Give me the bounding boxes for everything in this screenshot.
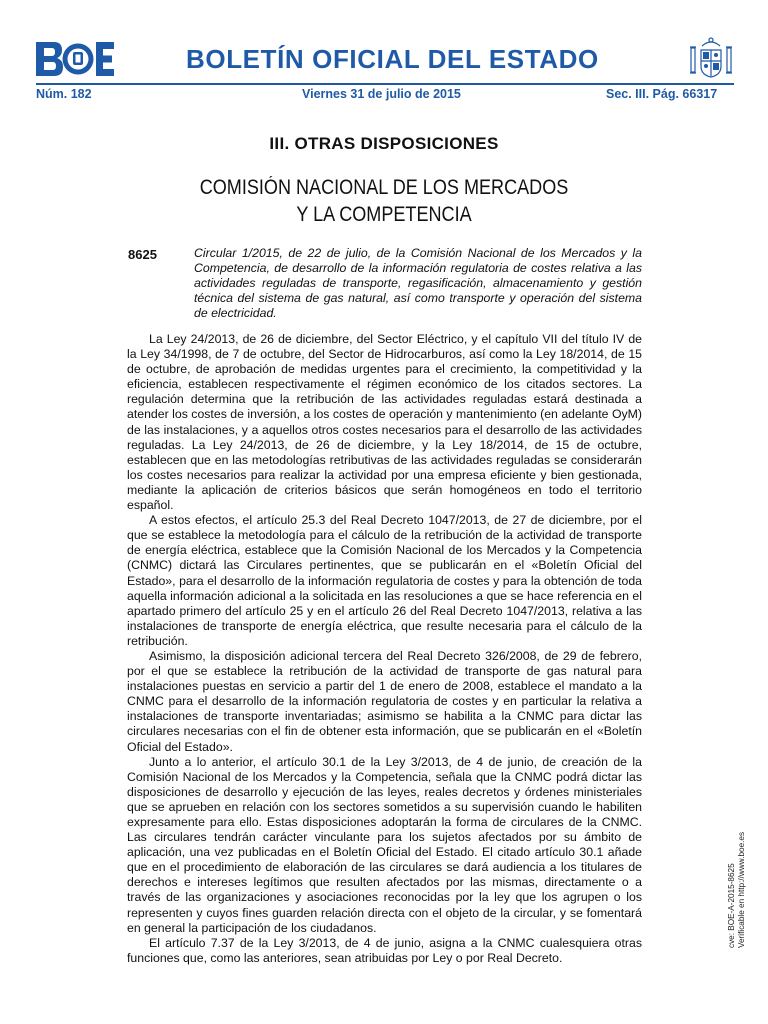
paragraph: El artículo 7.37 de la Ley 3/2013, de 4 de junio, asigna a la CNMC cualesquiera otras funciones que, como las anteriores, sean atribuidas por Ley o por Real Decreto.	[127, 935, 642, 965]
section-title: III. OTRAS DISPOSICIONES	[269, 134, 499, 153]
disposition-summary: Circular 1/2015, de 22 de julio, de la Comisión Nacional de los Mercados y la Competencia, de desarrollo de la información regulatoria de costes relativa a las actividades reguladas de transporte, regasificación, almacenamiento y gestión técnica del sistema de gas natural, así como transporte y operación del sistema de electricidad.	[194, 246, 642, 320]
gazette-title: BOLETÍN OFICIAL DEL ESTADO	[186, 44, 599, 74]
header-rule	[36, 83, 734, 85]
paragraph: A estos efectos, el artículo 25.3 del Real Decreto 1047/2013, de 27 de diciembre, por el que se establece la metodología para el cálculo de la retribución de la actividad de transporte de energía eléctrica, establece que la Comisión Nacional de los Mercados y la Competencia (CNMC) dictará las Circulares pertinentes, que se publicarán en el «Boletín Oficial del Estado», para el desarrollo de la información regulatoria de costes y para la obtención de toda aquella información adicional a la solicitada en las resoluciones a que se hace referencia en el apartado primero del artículo 25 y en el artículo 26 del Real Decreto 1047/2013, relativa a las instalaciones de transporte de energía eléctrica, que resulte necesaria para el cálculo de la retribución.	[127, 513, 642, 648]
body-text	[127, 332, 642, 966]
paragraph: Junto a lo anterior, el artículo 30.1 de la Ley 3/2013, de 4 de junio, de creación de la Comisión Nacional de los Mercados y la Competencia, señala que la CNMC podrá dictar las disposiciones de desarrollo y ejecución de las leyes, reales decretos y órdenes ministeriales que se aprueben en relación con los sectores sometidos a su supervisión cuando le habiliten expresamente para ello. Estas disposiciones adoptarán la forma de circulares de la CNMC. Las circulares tendrán carácter vinculante para los sujetos afectados por su ámbito de aplicación, una vez publicadas en el Boletín Oficial del Estado. El citado artículo 30.1 añade que en el procedimiento de elaboración de las circulares se dará audiencia a los titulares de derechos e intereses legítimos que resulten afectados por las mismas, directamente o a través de las organizaciones y asociaciones reconocidas por la ley que los agrupen o los representen y cuyos fines guarden relación directa con el objeto de la circular, y se fomentará en general la participación de los ciudadanos.	[127, 754, 642, 935]
organization-line-2: Y LA COMPETENCIA	[296, 203, 472, 226]
issue-date: Viernes 31 de julio de 2015	[302, 87, 461, 101]
paragraph: La Ley 24/2013, de 26 de diciembre, del Sector Eléctrico, y el capítulo VII del título IV de la Ley 34/1998, de 7 de octubre, del Sector de Hidrocarburos, así como la Ley 18/2014, de 15 de octubre, de aprobación de medidas urgentes para el crecimiento, la competitividad y la eficiencia, establecen respectivamente el régimen económico de los citados sectores. La regulación determina que la retribución de las actividades reguladas estará destinada a atender los costes de inversión, a los costes de operación y mantenimiento (en adelante OyM) de las instalaciones, y a aquellos otros costes necesarios para el desarrollo de las actividades reguladas. La Ley 24/2013, de 26 de diciembre, y la Ley 18/2014, de 15 de octubre, establecen que en las metodologías retributivas de las actividades reguladas se considerarán los costes necesarios para realizar la actividad por una empresa eficiente y bien gestionada, mediante la aplicación de criterios básicos que serán homogéneos en todo el territorio español.	[127, 332, 642, 513]
section-page: Sec. III. Pág. 66317	[606, 87, 718, 101]
organization-line-1: COMISIÓN NACIONAL DE LOS MERCADOS	[199, 176, 569, 199]
paragraph: Asimismo, la disposición adicional tercera del Real Decreto 326/2008, de 29 de febrero, por el que se establece la retribución de la actividad de transporte de gas natural para instalaciones puestas en servicio a partir del 1 de enero de 2008, establece el mandato a la CNMC para el desarrollo de la información regulatoria de costes y en particular la relativa a instalaciones de transporte inventariadas; asimismo se habilita a la CNMC para dictar las circulares necesarias con el fin de obtener esta información, que se publicarán en el «Boletín Oficial del Estado».	[127, 648, 642, 754]
boe-logo	[36, 42, 114, 76]
coat-of-arms-icon	[688, 36, 734, 80]
issue-number: Núm. 182	[36, 87, 92, 101]
verification-link[interactable]: Verificable en http://www.boe.es	[737, 831, 746, 948]
cve-code: cve: BOE-A-2015-8625	[727, 863, 736, 948]
disposition-number: 8625	[128, 247, 157, 262]
organization-heading	[54, 174, 714, 228]
